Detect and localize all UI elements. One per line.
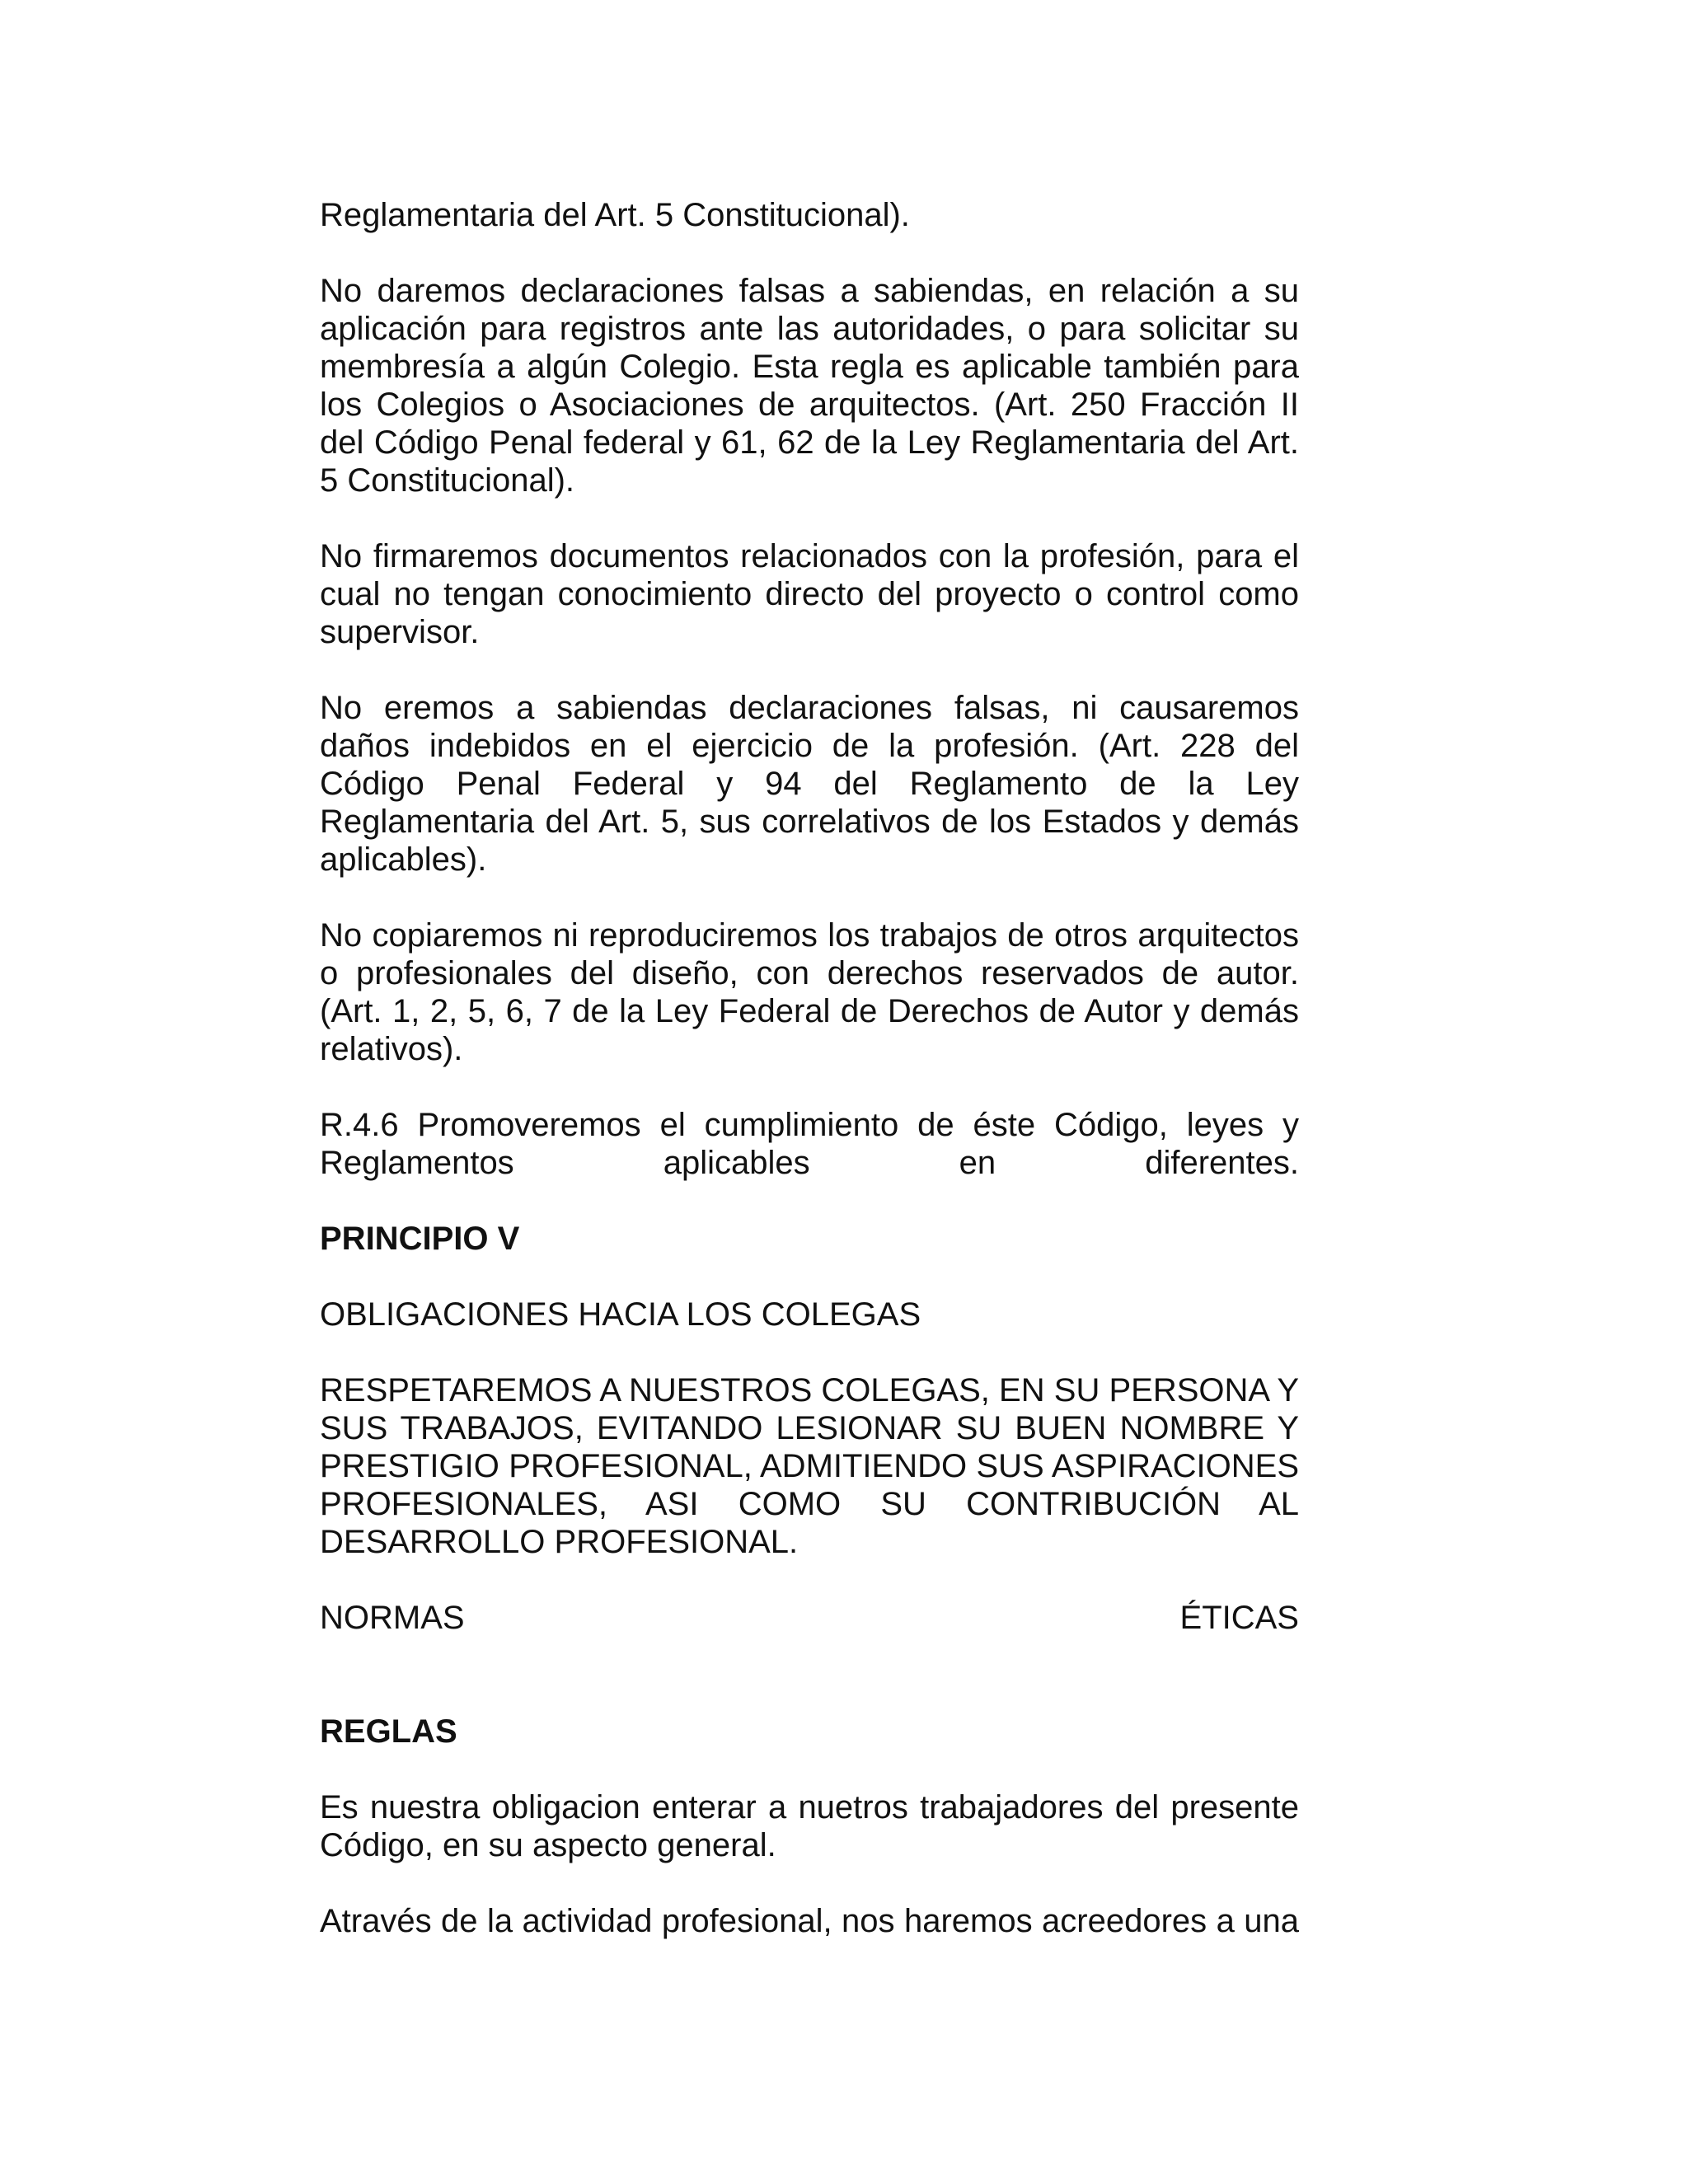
norms-left-label: NORMAS: [320, 1600, 465, 1636]
norms-line: [320, 1599, 1299, 1637]
paragraph-copyright: No copiaremos ni reproduciremos los trabajos de otros arquitectos o profesionales del diseño, con derechos reservados de autor. (Art. 1, 2, 5, 6, 7 de la Ley Federal de Derechos de Autor y demás relativos).: [320, 917, 1299, 1067]
principle-heading: PRINCIPIO V: [320, 1221, 520, 1257]
spacer: [320, 1637, 1299, 1713]
paragraph-rule-r46: R.4.6 Promoveremos el cumplimiento de éste Código, leyes y Reglamentos aplicables en diferentes.: [320, 1107, 1299, 1181]
principle-statement: RESPETAREMOS A NUESTROS COLEGAS, EN SU PERSONA Y SUS TRABAJOS, EVITANDO LESIONAR SU BUEN NOMBRE Y PRESTIGIO PROFESIONAL, ADMITIENDO SUS ASPIRACIONES PROFESIONALES, ASI COMO SU CONTRIBUCIÓN AL DESARROLLO PROFESIONAL.: [320, 1372, 1299, 1560]
paragraph-false-statements: No eremos a sabiendas declaraciones falsas, ni causaremos daños indebidos en el ejercicio de la profesión. (Art. 228 del Código Penal Federal y 94 del Reglamento de la Ley Reglamentaria del Art. 5, sus correlativos de los Estados y demás aplicables).: [320, 690, 1299, 878]
paragraph-false-declarations: No daremos declaraciones falsas a sabiendas, en relación a su aplicación para registros ante las autoridades, o para solicitar su membresía a algún Colegio. Esta regla es aplicable también para los Colegios o Asociaciones de arquitectos. (Art. 250 Fracción II del Código Penal federal y 61, 62 de la Ley Reglamentaria del Art. 5 Constitucional).: [320, 273, 1299, 499]
norms-right-label: ÉTICAS: [1179, 1600, 1299, 1636]
rules-heading: REGLAS: [320, 1713, 457, 1750]
rules-paragraph-2: Através de la actividad profesional, nos haremos acreedores a una: [320, 1903, 1299, 1939]
paragraph-continuation: Reglamentaria del Art. 5 Constitucional).: [320, 197, 910, 233]
document-page: [320, 196, 1299, 1978]
rules-paragraph-1: Es nuestra obligacion enterar a nuetros trabajadores del presente Código, en su aspecto general.: [320, 1789, 1299, 1863]
principle-subtitle: OBLIGACIONES HACIA LOS COLEGAS: [320, 1296, 921, 1333]
paragraph-signing-documents: No firmaremos documentos relacionados con la profesión, para el cual no tengan conocimiento directo del proyecto o control como supervisor.: [320, 538, 1299, 650]
